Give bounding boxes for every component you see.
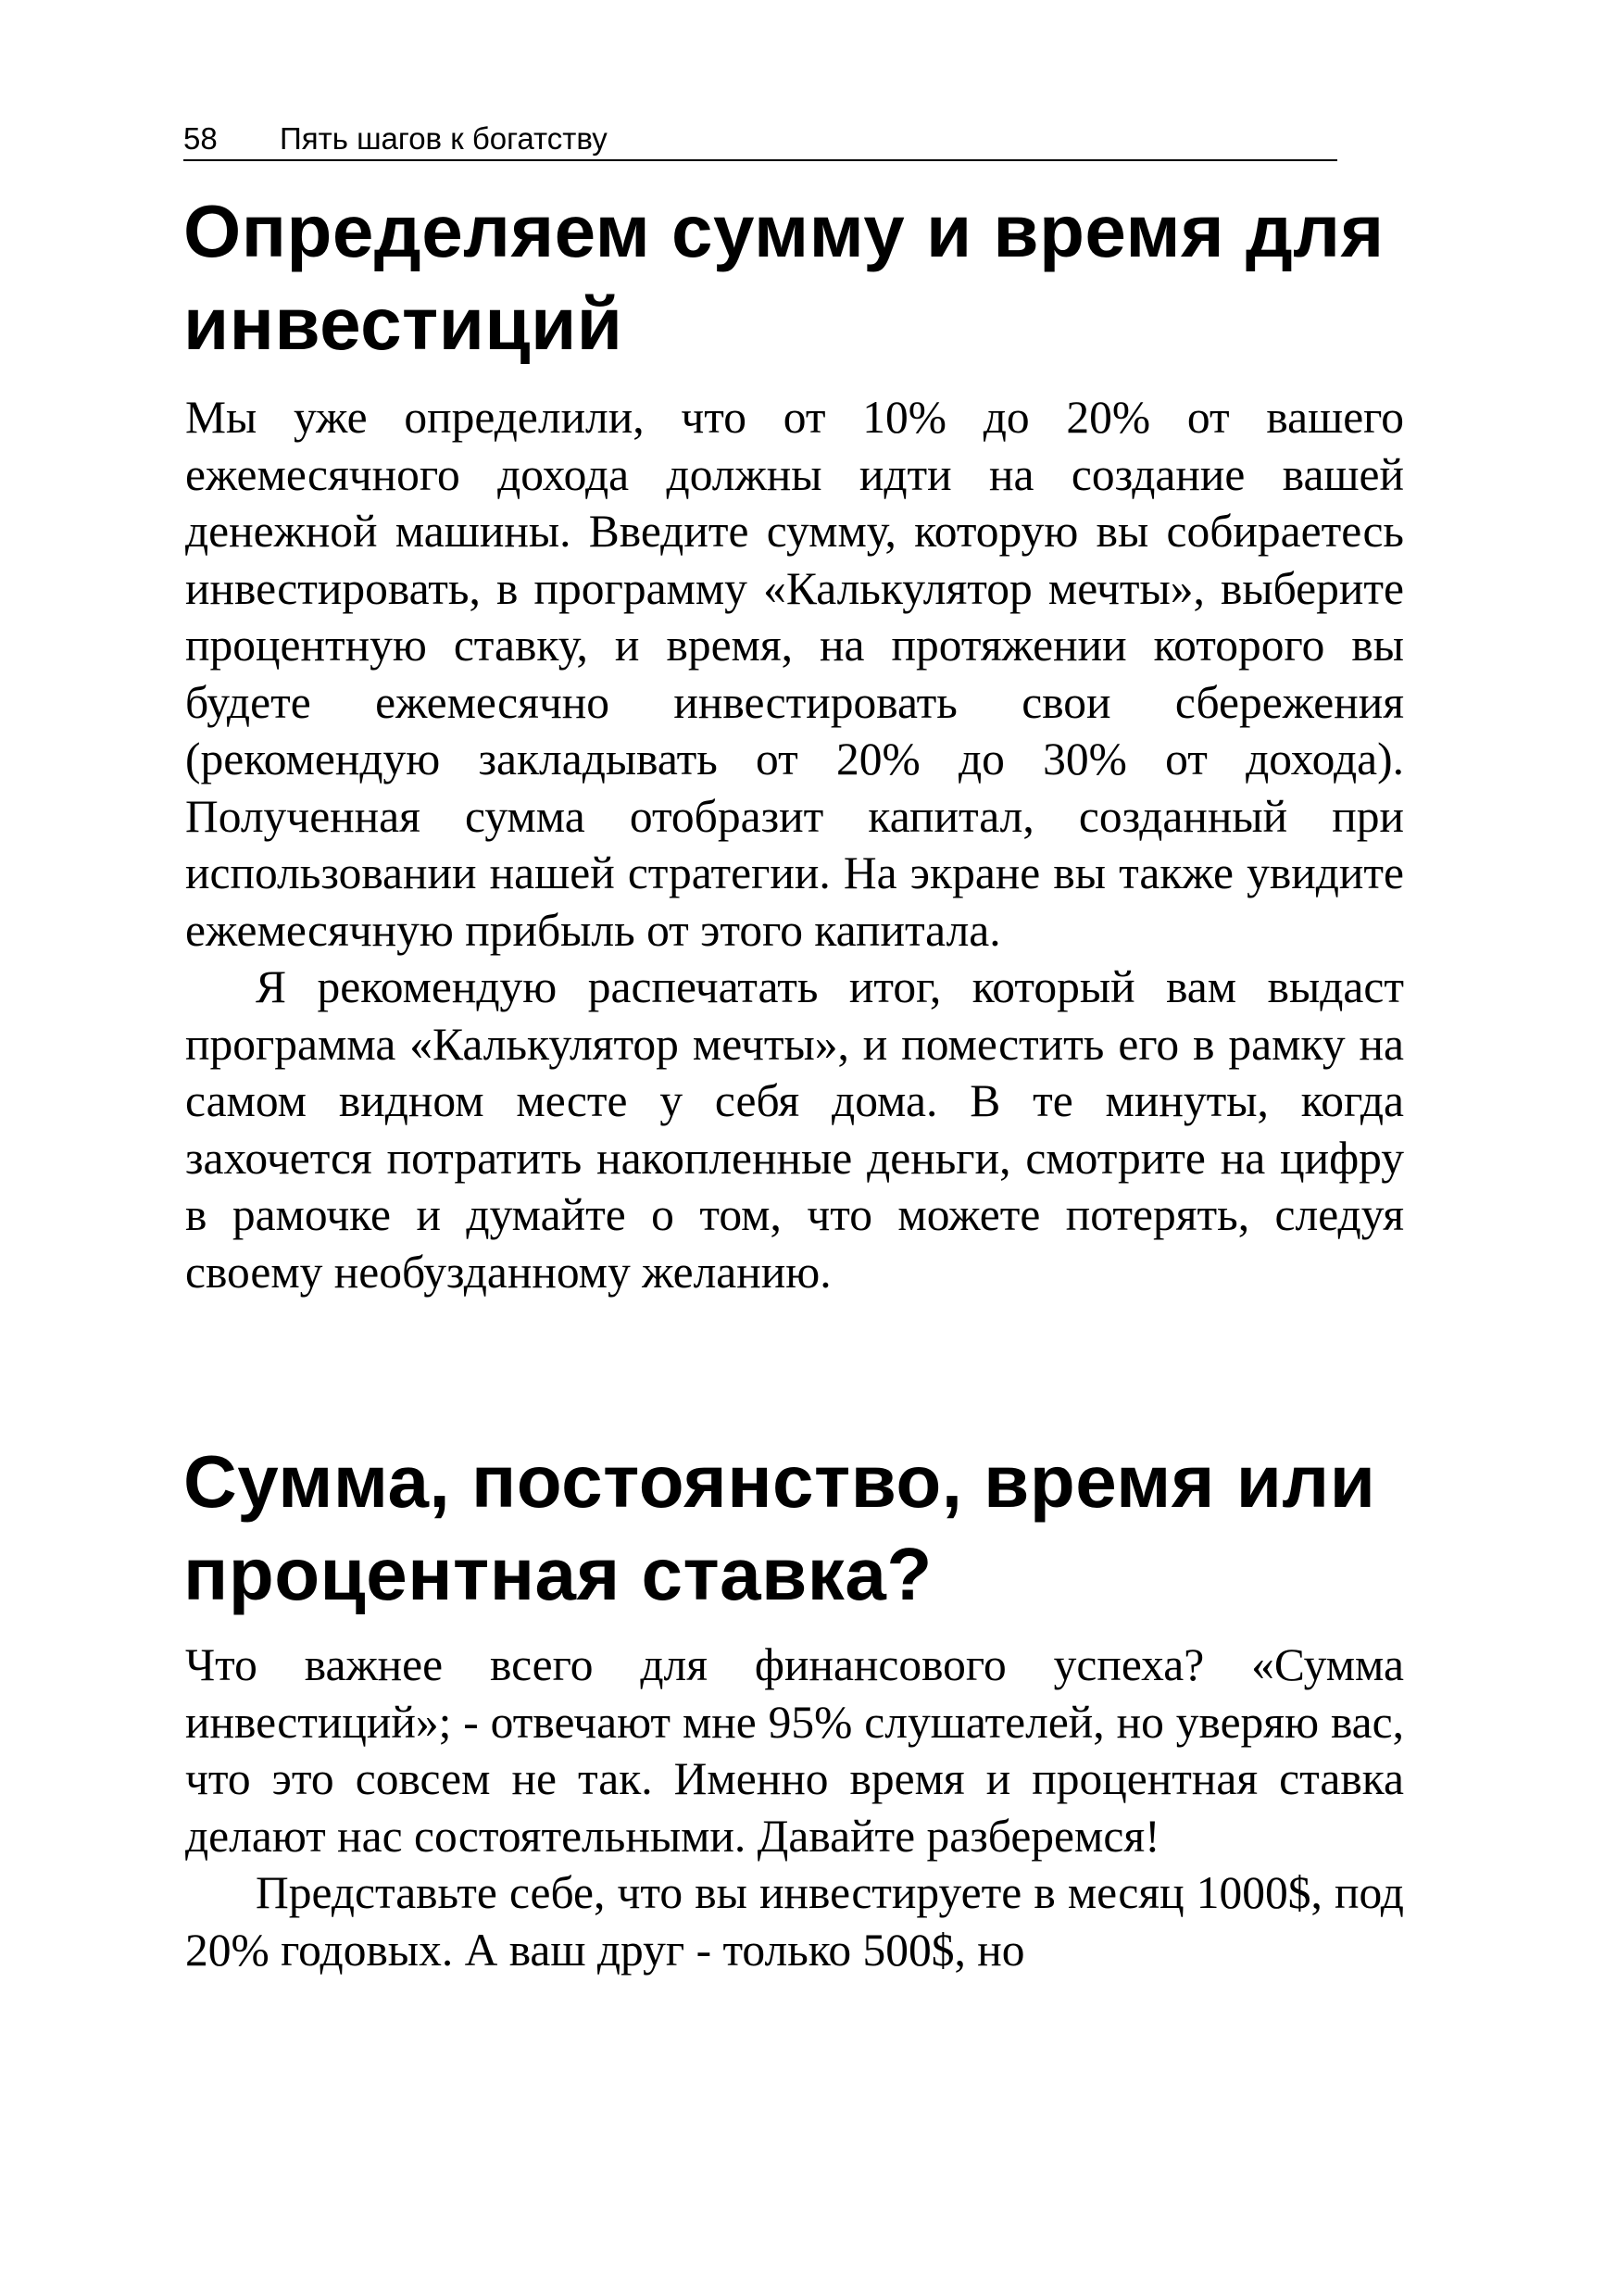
section-body-investment-amount	[185, 389, 1404, 1300]
header-rule	[183, 159, 1337, 161]
book-title: Пять шагов к богатству	[280, 121, 608, 156]
section-heading-investment-amount: Определяем сумму и время для инвестиций	[183, 190, 1385, 365]
paragraph: Представьте себе, что вы инвестируете в месяц 1000$, под 20% годовых. А ваш друг - только 500$, но	[185, 1867, 1404, 1976]
section-heading-amount-vs-rate: Сумма, постоянство, время или процентная ставка?	[183, 1440, 1376, 1615]
running-header	[183, 117, 1337, 161]
paragraph: Я рекомендую распечатать итог, который вам выдаст программа «Калькулятор мечты», и поместить его в рамку на самом видном месте у себя дома. В те минуты, когда захочется потратить накопленные деньги, смотрите на цифру в рамочке и думайте о том, что можете потерять, следуя своему необузданному желанию.	[185, 961, 1404, 1298]
section-body-amount-vs-rate	[185, 1637, 1404, 1978]
paragraph: Что важнее всего для финансового успеха? «Сумма инвестиций»; - отвечают мне 95% слушателей, но уверяю вас, что это совсем не так. Именно время и процентная ставка делают нас состоятельными. Давайте разберемся!	[185, 1639, 1404, 1862]
page-number: 58	[183, 121, 218, 156]
paragraph: Мы уже определили, что от 10% до 20% от вашего ежемесячного дохода должны идти на создание вашей денежной машины. Введите сумму, которую вы собираетесь инвестировать, в программу «Калькулятор мечты», выберите процентную ставку, и время, на протяжении которого вы будете ежемесячно инвестировать свои сбережения (рекомендую закладывать от 20% до 30% от дохода). Полученная сумма отобразит капитал, созданный при использовании нашей стратегии. На экране вы также увидите ежемесячную прибыль от этого капитала.	[185, 392, 1404, 956]
